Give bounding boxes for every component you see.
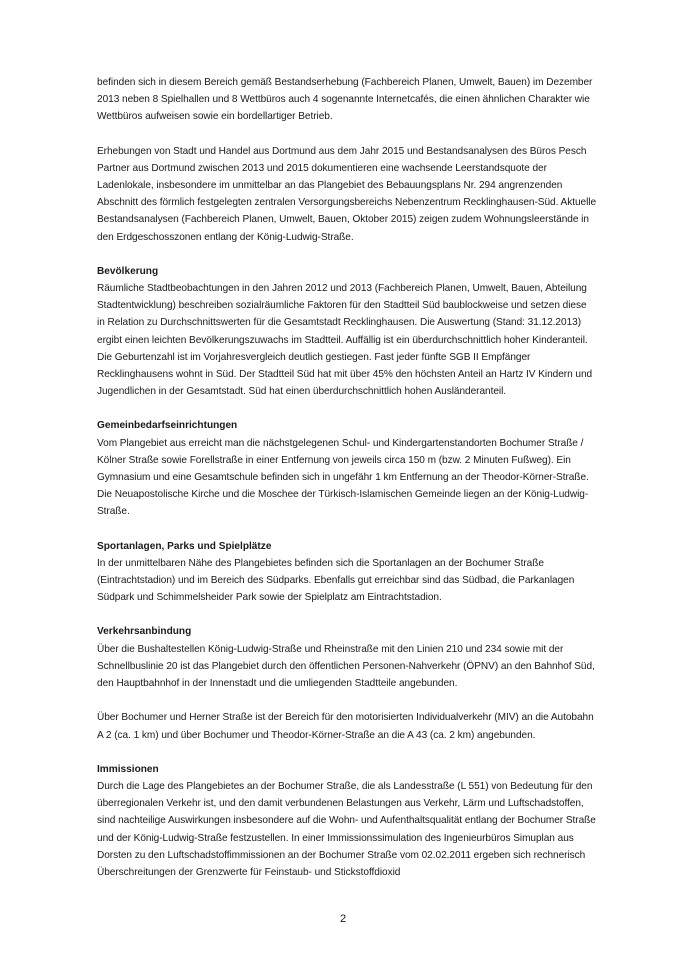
paragraph-bevoelkerung: Räumliche Stadtbeobachtungen in den Jahren 2012 und 2013 (Fachbereich Planen, Umwelt, Bauen, Abteilung Stadtentwicklung) beschreiben sozialräumliche Faktoren für den Stadtteil Süd baublockweise und setzen diese in Relation zu Durchschnittswerten für die Gesamtstadt Recklinghausen. Die Auswertung (Stand: 31.12.2013) ergibt einen leichten Bevölkerungszuwachs im Stadtteil. Auffällig ist ein überdurchschnittlich hoher Kinderanteil. Die Geburtenzahl ist im Vorjahresvergleich deutlich gestiegen. Fast jeder fünfte SGB II Empfänger Recklinghausens wohnt in Süd. Der Stadtteil Süd hat mit über 45% den höchsten Anteil an Hartz IV Kindern und Jugendlichen in der Gesamtstadt. Süd hat einen überdurchschnittlich hohen Ausländeranteil. (97, 283, 593, 398)
heading-gemeinbedarf: Gemeinbedarfseinrichtungen (97, 420, 238, 432)
paragraph-immissionen: Durch die Lage des Plangebietes an der Bochumer Straße, die als Landesstraße (L 551) von Bedeutung für den überregionalen Verkehr ist, und den damit verbundenen Belastungen aus Verkehr, Lärm und Luftschadstoffen, sind nachteilige Auswirkungen insbesondere auf die Wohn- und Aufenthaltsqualität entlang der Bochumer Straße und der König-Ludwig-Straße festzustellen. In einer Immissionssimulation des Ingenieurbüros Simuplan aus Dorsten zu den Luftschadstoffimmissionen an der Bochumer Straße vom 02.02.2011 ergeben sich rechnerisch Überschreitungen der Grenzwerte für Feinstaub- und Stickstoffdioxid (97, 780, 596, 878)
paragraph-verkehr-2: Über Bochumer und Herner Straße ist der Bereich für den motorisierten Individualverkehr (MIV) an die Autobahn A 2 (ca. 1 km) und über Bochumer und Theodor-Körner-Straße an die A 43 (ca. 2 km) angebunden. (97, 712, 594, 741)
paragraph-intro-2: Erhebungen von Stadt und Handel aus Dortmund aus dem Jahr 2015 und Bestandsanalysen des Büros Pesch Partner aus Dortmund zwischen 2013 und 2015 dokumentieren eine wachsende Leerstandsquote der Ladenlokale, insbesondere im unmittelbar an das Plangebiet des Bebauungsplans Nr. 294 angrenzenden Abschnitt des förmlich festgelegten zentralen Versorgungsbereichs Nebenzentrum Recklinghausen-Süd. Aktuelle Bestandsanalysen (Fachbereich Planen, Umwelt, Bauen, Oktober 2015) zeigen zudem Wohnungsleerstände in den Erdgeschosszonen entlang der König-Ludwig-Straße. (97, 145, 597, 243)
page-number: 2 (339, 913, 347, 925)
heading-sport: Sportanlagen, Parks und Spielplätze (97, 540, 272, 552)
heading-verkehr: Verkehrsanbindung (97, 626, 192, 638)
paragraph-sport: In der unmittelbaren Nähe des Plangebietes befinden sich die Sportanlagen an der Bochumer Straße (Eintrachtstadion) und im Bereich des Südparks. Ebenfalls gut erreichbar sind das Südbad, die Parkanlagen Südpark und Schimmelsheider Park sowie der Spielplatz am Eintrachtstadion. (97, 557, 575, 604)
heading-immissionen: Immissionen (97, 763, 159, 775)
document-page (97, 74, 597, 881)
paragraph-verkehr-1: Über die Bushaltestellen König-Ludwig-Straße und Rheinstraße mit den Linien 210 und 234 sowie mit der Schnellbuslinie 20 ist das Plangebiet durch den öffentlichen Personen-Nahverkehr (ÖPNV) an den Bahnhof Süd, den Hauptbahnhof in der Innenstadt und die umliegenden Stadtteile angebunden. (97, 643, 595, 690)
heading-bevoelkerung: Bevölkerung (97, 265, 159, 277)
paragraph-gemeinbedarf-2: Die Neuapostolische Kirche und die Moschee der Türkisch-Islamischen Gemeinde liegen an der König-Ludwig-Straße. (97, 489, 589, 518)
paragraph-gemeinbedarf-1: Vom Plangebiet aus erreicht man die nächstgelegenen Schul- und Kindergartenstandorten Bochumer Straße / Kölner Straße sowie Forellstraße in einer Entfernung von jeweils circa 150 m (bzw. 2 Minuten Fußweg). Ein Gymnasium und eine Gesamtschule befinden sich in ungefähr 1 km Entfernung an der Theodor-Körner-Straße. (97, 437, 589, 484)
paragraph-intro-1: befinden sich in diesem Bereich gemäß Bestandserhebung (Fachbereich Planen, Umwelt, Bauen) im Dezember 2013 neben 8 Spielhallen und 8 Wettbüros auch 4 sogenannte Internetcafés, die einen ähnlichen Charakter wie Wettbüros aufweisen sowie ein bordellartiger Betrieb. (97, 77, 593, 123)
